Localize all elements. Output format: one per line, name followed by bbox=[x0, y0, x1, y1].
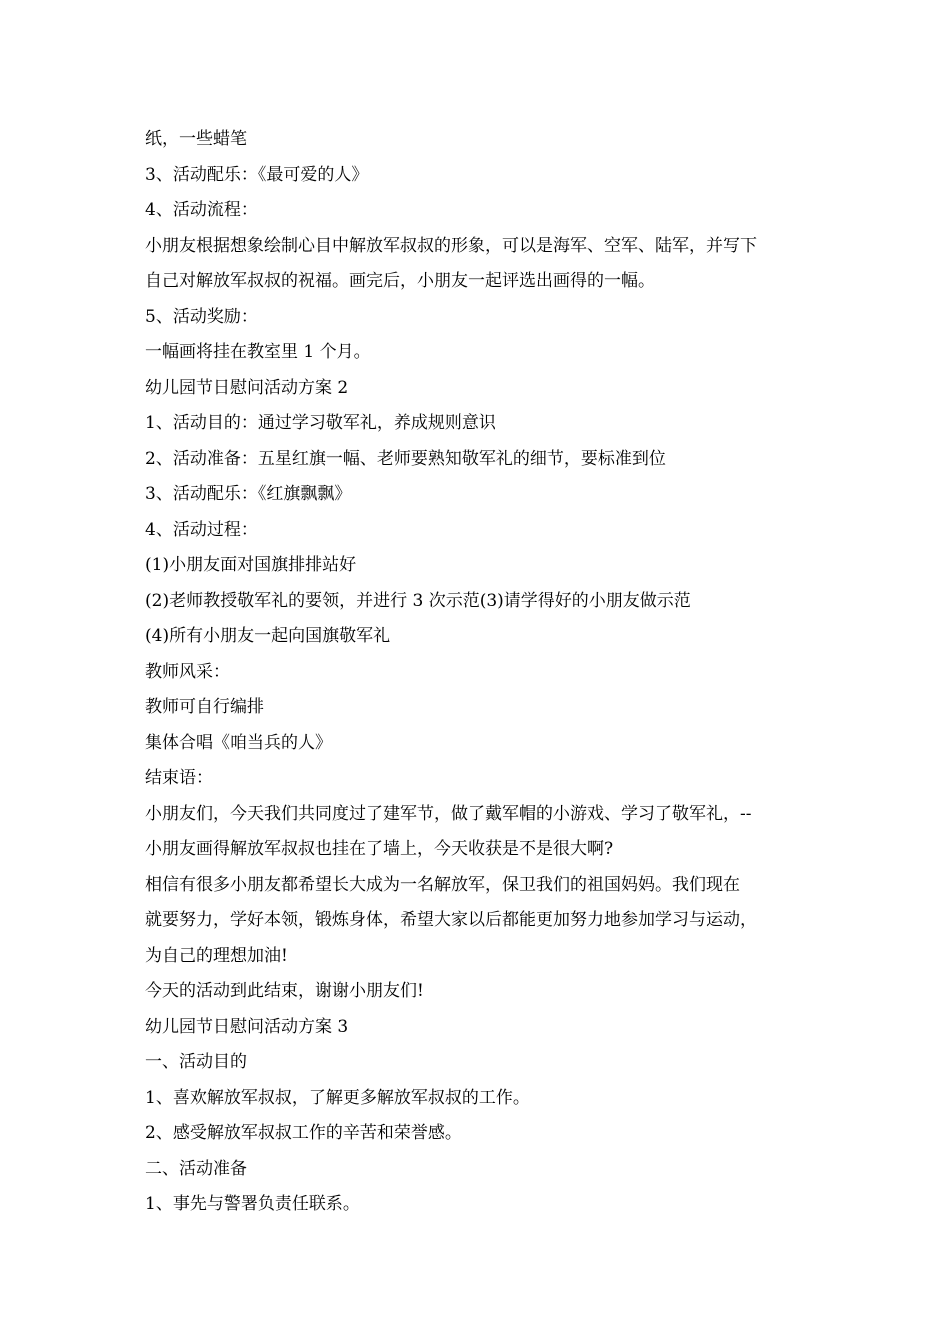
text-line: 3、活动配乐：《红旗飘飘》 bbox=[145, 484, 352, 504]
section-heading: 4、活动过程： bbox=[145, 519, 258, 540]
section-heading: 结束语： bbox=[145, 768, 213, 788]
text-line: 就要努力，学好本领，锻炼身体，希望大家以后都能更加努力地参加学习与运动， bbox=[145, 910, 757, 930]
document-body bbox=[145, 122, 809, 1223]
section-heading: 教师风采： bbox=[145, 661, 230, 682]
text-line: (2)老师教授敬军礼的要领，并进行 3 次示范(3)请学得好的小朋友做示范 bbox=[145, 590, 691, 611]
text-line: 教师可自行编排 bbox=[145, 697, 264, 717]
text-line: 1、活动目的：通过学习敬军礼，养成规则意识 bbox=[145, 413, 496, 433]
plan-title: 幼儿园节日慰问活动方案 3 bbox=[145, 1016, 349, 1037]
text-line: 小朋友根据想象绘制心目中解放军叔叔的形象，可以是海军、空军、陆军，并写下 bbox=[145, 235, 757, 256]
text-line: 2、感受解放军叔叔工作的辛苦和荣誉感。 bbox=[145, 1123, 462, 1143]
text-line: (4)所有小朋友一起向国旗敬军礼 bbox=[145, 626, 391, 646]
text-line: 相信有很多小朋友都希望长大成为一名解放军，保卫我们的祖国妈妈。我们现在 bbox=[145, 874, 740, 895]
text-line: 为自己的理想加油! bbox=[145, 945, 288, 966]
text-line: 3、活动配乐：《最可爱的人》 bbox=[145, 164, 369, 185]
text-line: 1、事先与警署负责任联系。 bbox=[145, 1194, 360, 1214]
text-line: 今天的活动到此结束，谢谢小朋友们! bbox=[145, 981, 424, 1001]
section-heading: 5、活动奖励： bbox=[145, 306, 258, 327]
section-heading: 一、活动目的 bbox=[145, 1052, 247, 1072]
text-line: 纸，一些蜡笔 bbox=[145, 129, 247, 149]
text-line: (1)小朋友面对国旗排排站好 bbox=[145, 555, 357, 575]
text-line: 一幅画将挂在教室里 1 个月。 bbox=[145, 342, 371, 362]
text-line: 1、喜欢解放军叔叔，了解更多解放军叔叔的工作。 bbox=[145, 1087, 530, 1108]
text-line: 2、活动准备：五星红旗一幅、老师要熟知敬军礼的细节，要标准到位 bbox=[145, 448, 666, 469]
plan-title: 幼儿园节日慰问活动方案 2 bbox=[145, 377, 349, 398]
text-line: 集体合唱《咱当兵的人》 bbox=[145, 732, 332, 753]
text-line: 自己对解放军叔叔的祝福。画完后，小朋友一起评选出画得的一幅。 bbox=[145, 271, 655, 291]
section-heading: 4、活动流程： bbox=[145, 200, 258, 220]
text-line: 小朋友画得解放军叔叔也挂在了墙上，今天收获是不是很大啊? bbox=[145, 839, 614, 859]
text-line: 小朋友们，今天我们共同度过了建军节，做了戴军帽的小游戏、学习了敬军礼，-- bbox=[145, 803, 752, 824]
section-heading: 二、活动准备 bbox=[145, 1158, 247, 1179]
